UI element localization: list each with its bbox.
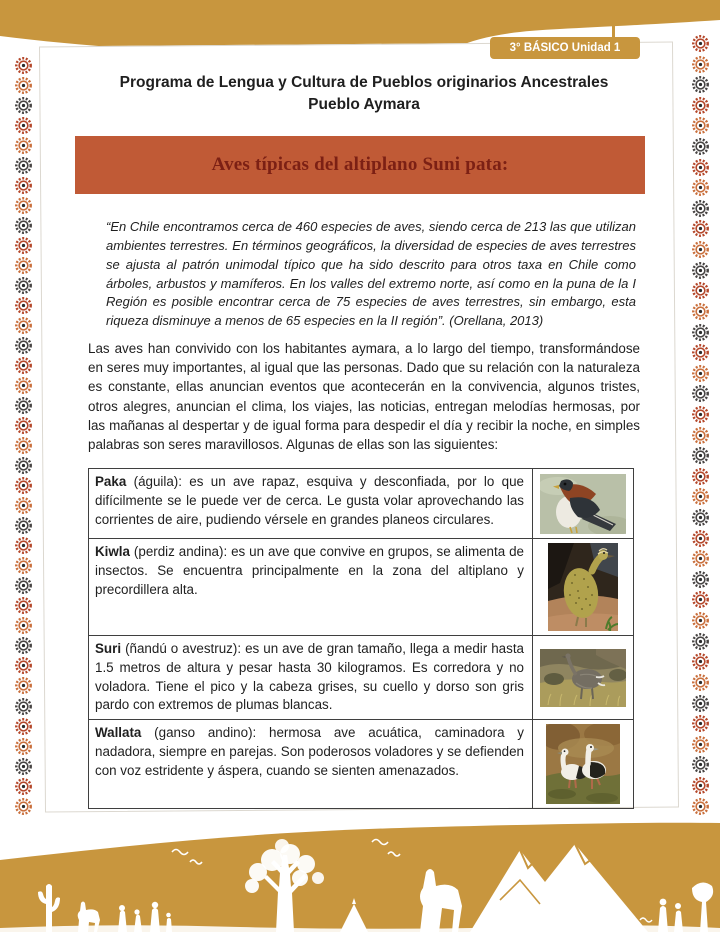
rosette-icon [691, 611, 710, 630]
rosette-icon [691, 219, 710, 238]
rosette-icon [691, 570, 710, 589]
rosette-icon [14, 476, 33, 495]
bird-description: (águila): es un ave rapaz, esquiva y desconfiada, por lo que difícilmente se le puede ver de cerca. Le gusta volar aprovechando las corrientes de aire, pudiendo vérsele en grandes planeos circulares. [95, 474, 524, 527]
rosette-icon [14, 516, 33, 535]
rosette-icon [14, 416, 33, 435]
rosette-icon [14, 556, 33, 575]
bird-description: (ñandú o avestruz): es un ave de gran tamaño, llega a medir hasta 1.5 metros de altura y pesar hasta 30 kilogramos. Es corredora y no voladora. Tiene el pico y la cabeza grises, su cuello y dorso son gris pardo con extremos de plumas blancas. [95, 641, 524, 713]
rosette-icon [691, 261, 710, 280]
rosette-icon [14, 396, 33, 415]
rosette-icon [14, 656, 33, 675]
rosette-icon [14, 777, 33, 796]
rosette-icon [691, 158, 710, 177]
rosette-icon [691, 755, 710, 774]
quote-paragraph: “En Chile encontramos cerca de 460 especies de aves, siendo cerca de 213 las que utilizan ambientes terrestres. En términos geográficos, la diversidad de especies de aves terrestres se ajusta al patrón unimodal típico que ha sido descrito para otros taxa en Chile como árboles, arbustos y mamíferos. En los valles del extremo norte, así como en la puna de la I Región es posible encontrar cerca de 75 especies de aves terrestres, sin embargo, esta riqueza disminuye a menos de 65 especies en la II región”. (Orellana, 2013) [106, 219, 636, 329]
rosette-icon [691, 673, 710, 692]
rosette-icon [14, 596, 33, 615]
bird-text-cell [89, 636, 533, 720]
rosette-icon [691, 178, 710, 197]
bird-image-cell [533, 539, 634, 636]
rosette-icon [14, 636, 33, 655]
wallata-goose-photo [546, 724, 620, 804]
rosette-icon [14, 717, 33, 736]
rosette-icon [14, 737, 33, 756]
rosette-icon [691, 529, 710, 548]
rosette-icon [14, 797, 33, 816]
rosette-icon [14, 316, 33, 335]
rosette-icon [691, 590, 710, 609]
rosette-icon [691, 735, 710, 754]
rosette-icon [691, 281, 710, 300]
rosette-icon [14, 276, 33, 295]
rosette-icon [14, 757, 33, 776]
rosette-icon [14, 697, 33, 716]
grade-badge-label: 3° BÁSICO Unidad 1 [509, 42, 621, 54]
rosette-icon [691, 797, 710, 816]
rosette-icon [14, 296, 33, 315]
rosette-icon [691, 34, 710, 53]
rosette-icon [14, 96, 33, 115]
rosette-icon [691, 199, 710, 218]
program-header [88, 72, 640, 116]
rosette-icon [691, 508, 710, 527]
bottom-gold-band [0, 820, 720, 932]
table-row [89, 720, 634, 809]
bird-description: (ganso andino): hermosa ave acuática, caminadora y nadadora, siempre en parejas. Son poderosos voladores y se defienden con voz estridente y áspera, cuando se sienten amenazados. [95, 725, 524, 778]
rosette-icon [691, 302, 710, 321]
bird-image-cell [533, 636, 634, 720]
rosette-icon [14, 176, 33, 195]
rosette-icon [14, 616, 33, 635]
rosette-icon [691, 714, 710, 733]
bush-silhouette [501, 909, 515, 923]
bird-text-cell [89, 539, 533, 636]
rosette-icon [691, 137, 710, 156]
rosette-icon [14, 76, 33, 95]
rosette-icon [14, 156, 33, 175]
document-content [88, 66, 640, 809]
bird-description: (perdiz andina): es un ave que convive en grupos, se alimenta de insectos. Se encuentra principalmente en la zona del altiplano y precordillera alta. [95, 544, 524, 597]
rosette-icon [691, 364, 710, 383]
rosette-icon [14, 116, 33, 135]
rosette-icon [691, 446, 710, 465]
rosette-icon [691, 776, 710, 795]
rosette-icon [691, 405, 710, 424]
intro-paragraph: Las aves han convivido con los habitantes aymara, a lo largo del tiempo, transformándose en seres muy importantes, al igual que las personas. Dado que su relación con la naturaleza es constante, ellas anuncian eventos que acontecerán en la convivencia, algunos tristes, otros alegres, anuncian el clima, los viajes, las noticias, entregan melodías hermosas, por las mañanas al despertar y de igual forma para despedir el día y recibir la noche, en simples palabras son seres maravillosos. Algunas de ellas son las siguientes: [88, 341, 640, 452]
rosette-icon [691, 240, 710, 259]
bird-name: Kiwla [95, 544, 130, 559]
rosette-icon [691, 426, 710, 445]
table-row [89, 469, 634, 539]
rosette-icon [691, 116, 710, 135]
bottom-band-art [0, 820, 720, 932]
rosette-icon [14, 496, 33, 515]
bird-text-cell [89, 469, 533, 539]
rosette-icon [691, 549, 710, 568]
rosette-icon [14, 436, 33, 455]
bird-image-cell [533, 720, 634, 809]
grade-badge [490, 37, 640, 59]
pueblo-subtitle: Pueblo Aymara [308, 96, 420, 113]
rosette-icon [14, 576, 33, 595]
section-banner [75, 136, 645, 194]
rosette-icon [14, 196, 33, 215]
bird-name: Wallata [95, 725, 142, 741]
rosette-icon [14, 356, 33, 375]
rosette-icon [691, 632, 710, 651]
rosette-icon [14, 456, 33, 475]
program-title: Programa de Lengua y Cultura de Pueblos originarios Ancestrales [119, 74, 609, 91]
birds-table [88, 468, 634, 809]
rosette-icon [14, 676, 33, 695]
bird-text-cell [89, 720, 533, 809]
rosette-icon [691, 323, 710, 342]
section-title: Aves típicas del altiplano Suni pata: [211, 154, 509, 175]
rosette-icon [14, 216, 33, 235]
rosette-icon [691, 96, 710, 115]
rosette-icon [14, 336, 33, 355]
right-pattern-border [690, 34, 710, 816]
paka-eagle-photo [540, 474, 626, 534]
bird-name: Suri [95, 641, 122, 656]
bird-image-cell [533, 469, 634, 539]
kiwla-partridge-photo [548, 543, 618, 631]
rosette-icon [691, 694, 710, 713]
rosette-icon [14, 256, 33, 275]
rosette-icon [14, 236, 33, 255]
table-row [89, 539, 634, 636]
rosette-icon [691, 384, 710, 403]
rosette-icon [691, 343, 710, 362]
left-pattern-border [13, 56, 33, 816]
rosette-icon [691, 487, 710, 506]
rosette-icon [691, 467, 710, 486]
rosette-icon [691, 55, 710, 74]
rosette-icon [14, 536, 33, 555]
rosette-icon [14, 136, 33, 155]
rosette-icon [14, 56, 33, 75]
bird-name: Paka [95, 474, 127, 489]
rosette-icon [691, 75, 710, 94]
rosette-icon [691, 652, 710, 671]
rosette-icon [14, 376, 33, 395]
table-row [89, 636, 634, 720]
suri-rhea-photo [540, 649, 626, 707]
